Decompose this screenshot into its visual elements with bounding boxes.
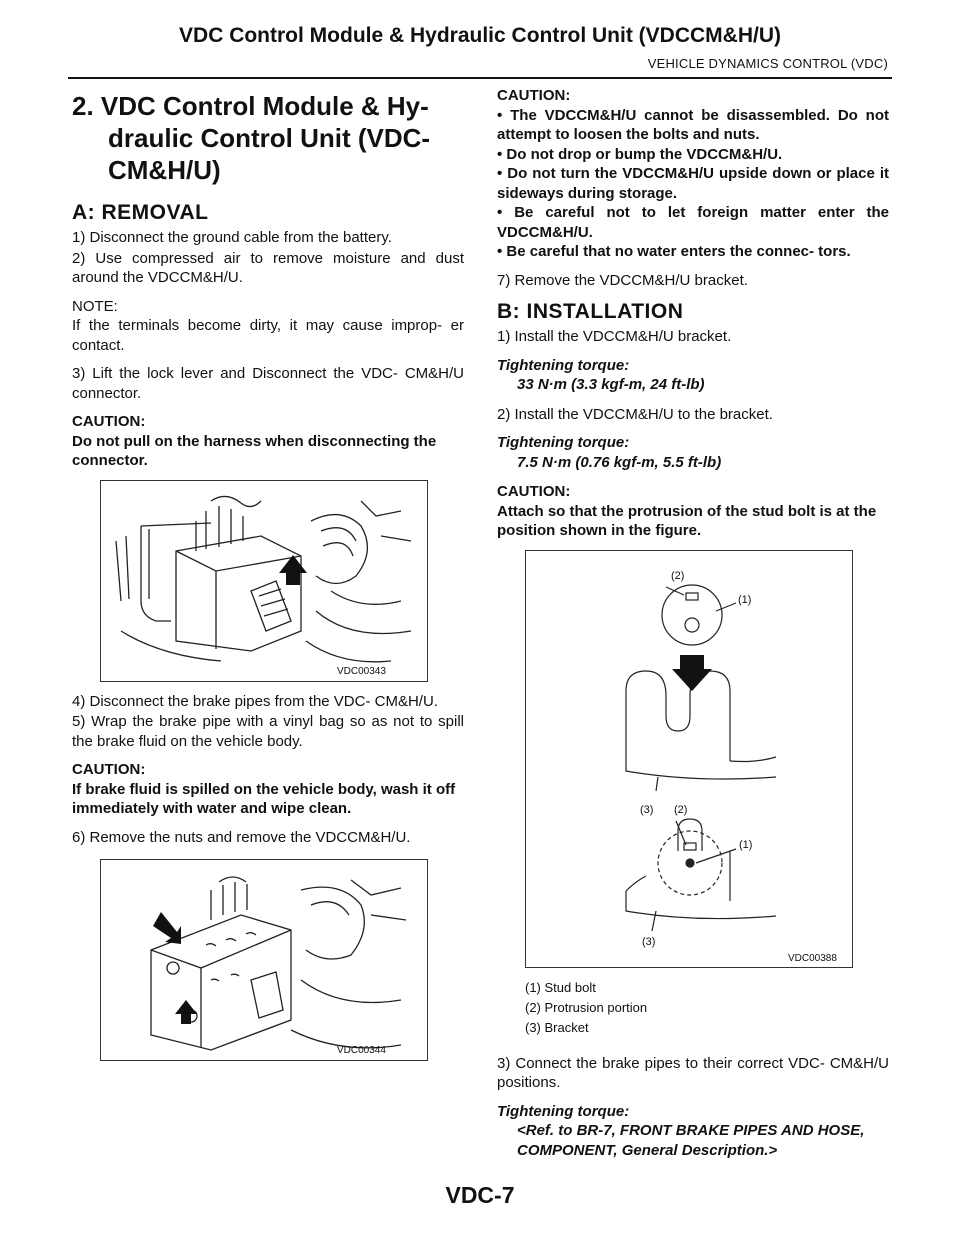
arrow-down-icon <box>153 912 181 944</box>
caution-3-label: CAUTION: <box>497 87 571 104</box>
caution-3-item: • The VDCCM&H/U cannot be disassembled. Do not attempt to loosen the bolts and nuts. <box>497 106 889 143</box>
figure-vdc00343 <box>100 480 428 682</box>
torque-1-label: Tightening torque: <box>497 356 630 374</box>
figure-code: VDC00343 <box>337 665 386 677</box>
hydraulic-unit-connector-illustration <box>101 481 427 681</box>
torque-2 <box>497 433 889 472</box>
torque-3-label: Tightening torque: <box>497 1102 630 1120</box>
removal-step-5: 5) Wrap the brake pipe with a vinyl bag so as not to spill the brake fluid on the vehicle body. <box>72 713 464 750</box>
torque-2-value: 7.5 N·m (0.76 kgf-m, 5.5 ft-lb) <box>517 453 722 471</box>
callout-label: (1) <box>739 838 753 851</box>
arrow-up-icon <box>175 1000 197 1024</box>
removal-step-2: 2) Use compressed air to remove moisture and dust around the VDCCM&H/U. <box>72 249 464 286</box>
caution-3-item: • Be careful not to let foreign matter enter the VDCCM&H/U. <box>497 204 889 241</box>
legend-item: (1) Stud bolt <box>525 979 596 995</box>
legend-item: (3) Bracket <box>525 1019 589 1035</box>
page-number: VDC-7 <box>445 1182 515 1208</box>
install-step-1: 1) Install the VDCCM&H/U bracket. <box>497 328 732 345</box>
callout-label: (2) <box>674 803 688 816</box>
install-step-3: 3) Connect the brake pipes to their correct VDC- CM&H/U positions. <box>497 1054 889 1091</box>
note-label: NOTE: <box>72 297 118 315</box>
caution-4-text: Attach so that the protrusion of the stud bolt is at the position shown in the figure. <box>497 502 877 539</box>
torque-1-value: 33 N·m (3.3 kgf-m, 24 ft-lb) <box>517 376 705 393</box>
legend-item: (2) Protrusion portion <box>525 999 648 1015</box>
arrow-down-icon <box>672 655 712 691</box>
caution-2 <box>72 760 464 819</box>
figure-code: VDC00344 <box>337 1045 386 1056</box>
removal-step-1: 1) Disconnect the ground cable from the battery. <box>72 229 392 246</box>
callout-label: (1) <box>738 593 752 606</box>
caution-1 <box>72 412 464 471</box>
figure-vdc00344 <box>100 859 428 1061</box>
caution-4-label: CAUTION: <box>497 483 571 500</box>
install-step-2: 2) Install the VDCCM&H/U to the bracket. <box>497 405 773 423</box>
removal-heading: A: REMOVAL <box>72 201 209 224</box>
left-column <box>72 86 464 1071</box>
hydraulic-unit-nuts-illustration <box>101 860 427 1060</box>
caution-2-text: If brake fluid is spilled on the vehicle body, wash it off immediately with water and wipe clean. <box>72 780 456 817</box>
torque-2-label: Tightening torque: <box>497 434 630 451</box>
removal-step-6: 6) Remove the nuts and remove the VDCCM&H/U. <box>72 828 411 846</box>
caution-3-item: • Do not drop or bump the VDCCM&H/U. <box>497 145 783 163</box>
page-header-title: VDC Control Module & Hydraulic Control Unit (VDCCM&H/U) <box>179 24 781 47</box>
page-header-subtitle: VEHICLE DYNAMICS CONTROL (VDC) <box>647 56 888 71</box>
removal-step-3: 3) Lift the lock lever and Disconnect the VDC- CM&H/U connector. <box>72 365 464 402</box>
caution-1-text: Do not pull on the harness when disconnecting the connector. <box>72 432 437 469</box>
torque-1 <box>497 356 889 395</box>
installation-heading: B: INSTALLATION <box>497 300 684 323</box>
figure-legend <box>525 978 889 1038</box>
caution-2-label: CAUTION: <box>72 761 146 778</box>
caution-3-item: • Do not turn the VDCCM&H/U upside down or place it sideways during storage. <box>497 165 889 202</box>
stud-bolt-bracket-diagram <box>526 551 852 967</box>
caution-4 <box>497 482 889 541</box>
torque-3 <box>497 1102 889 1161</box>
caution-3 <box>497 86 889 262</box>
header-divider <box>68 77 892 79</box>
section-title: 2. VDC Control Module & Hy- draulic Control Unit (VDC- CM&H/U) <box>72 91 431 185</box>
right-column <box>497 86 889 1170</box>
caution-1-label: CAUTION: <box>72 413 146 430</box>
note-text: If the terminals become dirty, it may cause improp- er contact. <box>72 317 464 354</box>
callout-label: (3) <box>640 803 654 816</box>
removal-step-4: 4) Disconnect the brake pipes from the VDC- CM&H/U. <box>72 692 438 710</box>
callout-label: (3) <box>642 935 656 948</box>
figure-code: VDC00388 <box>788 952 837 964</box>
torque-3-value: <Ref. to BR-7, FRONT BRAKE PIPES AND HOSE, COMPONENT, General Description.> <box>517 1122 865 1159</box>
callout-label: (2) <box>671 569 685 582</box>
caution-3-item: • Be careful that no water enters the connec- tors. <box>497 243 851 260</box>
figure-vdc00388 <box>525 550 853 968</box>
removal-step-7: 7) Remove the VDCCM&H/U bracket. <box>497 271 748 289</box>
